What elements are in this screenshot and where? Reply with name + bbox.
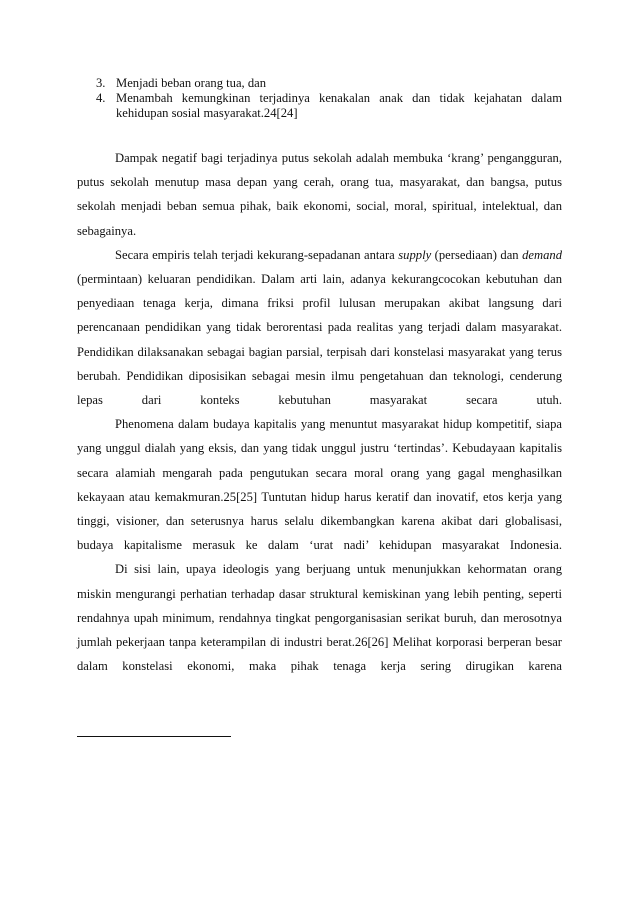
list-number: 3.: [96, 76, 106, 90]
footnote-separator: [77, 736, 231, 737]
text-segment: (permintaan) keluaran pendidikan. Dalam arti lain, adanya kekurangcocokan kebutuhan dan penyediaan tenaga kerja, dimana friksi profil lulusan merupakan akibat langsung dari perencanaan pendidikan yang tidak berorentasi pada realitas yang terjadi dalam masyarakat. Pendidikan dilaksanakan sebagai bagian parsial, terpisah dari konstelasi masyarakat yang terus berubah. Pendidikan diposisikan sebagai mesin ilmu pengetahuan dan teknologi, cenderung lepas dari konteks kebutuhan masyarakat secara utuh.: [77, 272, 562, 408]
list-item: [96, 76, 562, 91]
paragraph: Dampak negatif bagi terjadinya putus sekolah adalah membuka ‘krang’ pengangguran, putus sekolah menutup masa depan yang cerah, orang tua, masyarakat, dan bangsa, putus sekolah menjadi beban semua pihak, baik ekonomi, social, moral, spiritual, intelektual, dan sebagainya.: [77, 151, 562, 238]
numbered-list: [96, 76, 562, 121]
list-number: 4.: [96, 91, 106, 105]
text-segment: (persediaan) dan: [431, 247, 523, 262]
list-item-text: Menambah kemungkinan terjadinya kenakalan anak dan tidak kejahatan dalam kehidupan sosial masyarakat.24[24]: [116, 91, 562, 120]
list-item-text: Menjadi beban orang tua, dan: [116, 76, 267, 90]
italic-term: supply: [398, 247, 432, 262]
paragraph: Phenomena dalam budaya kapitalis yang menuntut masyarakat hidup kompetitif, siapa yang unggul dialah yang eksis, dan yang tidak unggul justru ‘tertindas’. Kebudayaan kapitalis secara alamiah mengarah pada pengutukan secara moral orang yang gagal menghasilkan kekayaan atau kemakmuran.25[25] Tuntutan hidup harus keratif dan inovatif, etos kerja yang tinggi, visioner, dan seterusnya harus selalu dikembangkan karena akibat dari globalisasi, budaya kapitalisme merasuk ke dalam ‘urat nadi’ kehidupan masyarakat Indonesia.: [77, 417, 562, 553]
italic-term: demand: [522, 247, 562, 262]
paragraph: [77, 243, 562, 412]
paragraph: Di sisi lain, upaya ideologis yang berjuang untuk menunjukkan kehormatan orang miskin mengurangi perhatian terhadap dasar struktural kemiskinan yang lebih penting, seperti rendahnya upah minimum, rendahnya tingkat pengorganisasian serikat buruh, dan merosotnya jumlah pekerjaan tanpa keterampilan di industri berat.26[26] Melihat korporasi berperan besar dalam konstelasi ekonomi, maka pihak tenaga kerja sering dirugikan karena: [77, 562, 562, 674]
list-item: [96, 91, 562, 121]
body-text: [77, 146, 562, 678]
text-segment: Secara empiris telah terjadi kekurang-sepadanan antara: [115, 247, 399, 262]
